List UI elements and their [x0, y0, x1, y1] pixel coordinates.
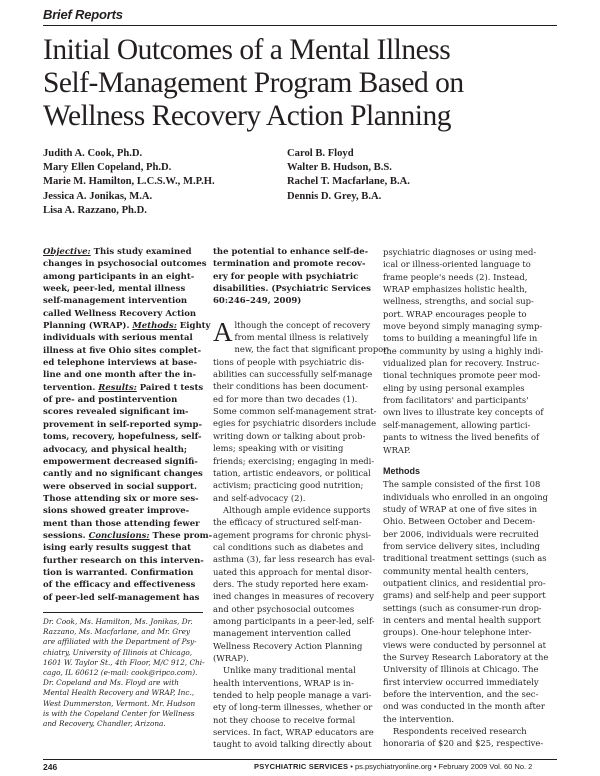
body-line: tended to help people manage a vari-: [213, 690, 372, 701]
body-line: WRAP.: [383, 444, 411, 455]
body-line: ed for more than two decades (1).: [213, 393, 358, 404]
body-line: toms to building a meaningful life in: [383, 333, 538, 344]
abstract-column: [43, 246, 213, 604]
abstract-line: 60:246–249, 2009): [213, 296, 302, 307]
author-list-right: [287, 147, 410, 204]
abstract-line: disabilities. (Psychiatric Services: [213, 284, 371, 295]
body-line: views were conducted by personnel at: [383, 639, 547, 650]
paragraph-3: [213, 664, 373, 750]
body-line: among participants in a peer-led, self-: [213, 615, 375, 626]
body-line: groups). One-hour telephone inter-: [383, 627, 532, 638]
body-line: agement programs for chronic physi-: [213, 529, 371, 540]
affiliation-line: Mental Health Recovery and WRAP, Inc.,: [43, 688, 195, 698]
abstract-line: tion is warranted. Confirmation: [43, 567, 194, 578]
affiliation-line: Razzano, Ms. Macfarlane, and Mr. Grey: [43, 627, 191, 637]
abstract-line: individuals with serious mental: [43, 333, 193, 344]
body-line: services. In fact, WRAP educators are: [213, 727, 374, 738]
paragraph-6: [383, 725, 555, 750]
title-line: Wellness Recovery Action Planning: [43, 100, 451, 132]
body-line: abilities can successfully self-manage: [213, 369, 373, 380]
affiliation-line: is with the Copeland Center for Wellness: [43, 708, 195, 718]
body-line: activism; practicing good nutrition;: [213, 480, 364, 491]
body-line: the Survey Research Laboratory at the: [383, 652, 549, 662]
affiliation-line: West Dummerston, Vermont. Mr. Hudson: [43, 698, 196, 708]
body-line: ical or illness-oriented language to: [383, 259, 531, 270]
author-name: Carol B. Floyd: [287, 148, 354, 159]
abstract-line: ising early results suggest that: [43, 543, 192, 554]
body-line: not they choose to receive formal: [213, 714, 356, 725]
author-name: Walter B. Hudson, B.S.: [287, 162, 392, 174]
running-footer: [254, 762, 532, 771]
methods-heading: Methods: [383, 465, 420, 476]
body-line: frame people's needs (2). Instead,: [383, 271, 528, 282]
paragraph-2: [213, 504, 373, 664]
body-line: study of WRAP at one of five sites in: [383, 503, 538, 514]
abstract-line: ery for people with psychiatric: [213, 271, 359, 282]
body-line: University of Illinois at Chicago. The: [383, 664, 539, 675]
section-label: Brief Reports: [43, 7, 123, 22]
body-line: and self-advocacy (2).: [213, 492, 306, 503]
body-line: pants to witness the lived benefits of: [383, 432, 540, 443]
abstract-line: illness at five Ohio sites complet-: [43, 345, 202, 356]
abstract-line: self-management intervention: [43, 296, 188, 307]
body-line: Although ample evidence supports: [223, 504, 371, 515]
abstract-line: tervention. Results: Paired t tests: [43, 382, 204, 393]
body-line: uated this approach for mental disor-: [213, 566, 372, 577]
body-line: ond was conducted in the month after: [383, 701, 545, 712]
body-line: self-management, allowing partici-: [383, 419, 531, 430]
author-name: Marie M. Hamilton, L.C.S.W., M.P.H.: [43, 176, 215, 188]
author-name: Jessica A. Jonikas, M.A.: [43, 190, 153, 202]
body-line: the community by using a highly indi-: [383, 345, 544, 356]
body-line: in centers and mental health support: [383, 614, 541, 625]
body-line: and other psychosocial outcomes: [213, 603, 355, 614]
affiliation-line: Dr. Cook, Ms. Hamilton, Ms. Jonikas, Dr.: [43, 617, 193, 626]
title-line: Initial Outcomes of a Mental Illness: [43, 34, 451, 66]
issue-info: February 2009 Vol. 60 No. 2: [438, 762, 533, 771]
body-line: health interventions, WRAP is in-: [213, 677, 354, 688]
body-line: ders. The study reported here exam-: [213, 578, 369, 589]
abstract-line: sions showed greater improve-: [43, 506, 190, 517]
body-line: the efficacy of structured self-man-: [213, 517, 362, 528]
body-line: WRAP emphasizes holistic health,: [383, 284, 528, 295]
body-line: lems; speaking with or visiting: [213, 443, 344, 454]
body-line: taught to avoid talking directly about: [213, 739, 372, 750]
methods-paragraph: [383, 478, 555, 725]
body-line: ber 2006, individuals were recruited: [383, 528, 539, 539]
body-column-3: [383, 246, 555, 750]
abstract-line: advocacy, and physical health;: [43, 444, 188, 455]
body-line: (WRAP).: [213, 653, 249, 663]
page-number: 246: [43, 762, 58, 772]
body-line: grams) and self-help and peer support: [383, 590, 546, 601]
abstract-line: line and one month after the in-: [43, 370, 197, 381]
body-line: new, the fact that significant propor-: [234, 344, 391, 355]
conclusions-label: Conclusions:: [88, 530, 150, 541]
journal-website: ps.psychiatryonline.org: [355, 762, 432, 771]
body-line: Ohio. Between October and Decem-: [383, 516, 536, 527]
abstract-line: Objective: This study examined: [43, 247, 192, 257]
affiliation-line: Dr. Copeland and Ms. Floyd are with: [43, 678, 180, 688]
abstract-line: week, peer-led, mental illness: [43, 284, 186, 295]
abstract-line: sessions. Conclusions: These prom-: [43, 530, 213, 541]
body-line: Wellness Recovery Action Planning: [213, 640, 363, 651]
bottom-rule: [43, 759, 557, 760]
abstract-line: changes in psychosocial outcomes: [43, 259, 207, 270]
body-line: from facilitators' and participants': [383, 395, 529, 406]
author-name: Lisa A. Razzano, Ph.D.: [43, 204, 147, 216]
body-line: the intervention.: [383, 713, 454, 724]
body-line: The sample consisted of the first 108: [383, 479, 541, 490]
body-line: settings (such as consumer-run drop-: [383, 602, 542, 613]
abstract-line: Those attending six or more ses-: [43, 493, 199, 504]
body-line: honoraria of $20 and $25, respective-: [383, 738, 544, 749]
body-line: Some common self-management strat-: [213, 406, 377, 417]
top-rule: [43, 25, 557, 26]
body-line: first interview occurred immediately: [383, 676, 539, 687]
drop-cap: A: [213, 316, 233, 347]
body-line: lthough the concept of recovery: [234, 319, 371, 330]
body-line: egies for psychiatric disorders include: [213, 418, 377, 429]
body-line: their conditions has been document-: [213, 381, 369, 392]
body-line: writing down or talking about prob-: [213, 430, 366, 441]
body-line: eling by using personal examples: [383, 382, 525, 393]
abstract-line: among participants in an eight-: [43, 271, 195, 282]
abstract-line: ed telephone interviews at base-: [43, 358, 198, 369]
body-line: tions of people with psychiatric dis-: [213, 356, 365, 367]
paragraph-4: [383, 246, 555, 456]
abstract-line: provement in self-reported symp-: [43, 419, 202, 430]
author-name: Dennis D. Grey, B.A.: [287, 190, 382, 202]
body-line: ety of long-term illnesses, whether or: [213, 702, 373, 713]
abstract-line: toms, recovery, hopefulness, self-: [43, 432, 202, 443]
body-line: vidualized plan for recovery. Instruc-: [383, 358, 540, 369]
methods-label: Methods:: [132, 321, 177, 332]
affiliation-line: are affiliated with the Department of Psy-: [43, 637, 197, 647]
body-line: port. WRAP encourages people to: [383, 308, 527, 319]
body-line: ined changes in measures of recovery: [213, 591, 374, 602]
body-line: from mental illness is relatively: [234, 332, 369, 343]
affiliation-line: 1601 W. Taylor St., 4th Floor, M/C 912, Chi-: [43, 657, 205, 667]
abstract-line: further research on this interven-: [43, 555, 204, 566]
author-name: Rachel T. Macfarlane, B.A.: [287, 176, 410, 188]
body-line: tation, artistic endeavors, or political: [213, 467, 371, 478]
body-column-2: [213, 246, 391, 751]
body-line: psychiatric diagnoses or using med-: [383, 247, 537, 257]
abstract-line: empowerment decreased signifi-: [43, 456, 198, 467]
abstract-line: ment than those attending fewer: [43, 518, 200, 529]
body-line: community mental health centers,: [383, 565, 529, 576]
body-line: Unlike many traditional mental: [223, 665, 356, 676]
abstract-line: of peer-led self-management has: [43, 592, 200, 603]
abstract-line: the potential to enhance self-de-: [213, 247, 369, 257]
journal-name: PSYCHIATRIC SERVICES: [254, 762, 349, 771]
body-line: individuals who enrolled in an ongoing: [383, 491, 548, 502]
body-line: cal conditions such as diabetes and: [213, 541, 364, 552]
abstract-line: termination and promote recov-: [213, 259, 366, 270]
body-line: Respondents received research: [393, 726, 527, 737]
body-line: wellness, strengths, and social sup-: [383, 296, 534, 307]
article-title: [43, 34, 583, 133]
abstract-continued: [213, 246, 373, 308]
affiliation-line: and Recovery, Chandler, Arizona.: [43, 719, 166, 729]
abstract-line: were observed in social support.: [43, 481, 197, 492]
body-line: outpatient clinics, and residential pro-: [383, 577, 546, 588]
intro-paragraph: [213, 316, 391, 504]
body-line: friends; exercising; engaging in medi-: [213, 455, 375, 466]
abstract-line: of the efficacy and effectiveness: [43, 580, 196, 591]
abstract-line: of pre- and postintervention: [43, 395, 178, 406]
abstract-line: cantly and no significant changes: [43, 469, 203, 480]
body-line: from service delivery sites, including: [383, 540, 541, 551]
body-line: management intervention called: [213, 628, 351, 639]
body-line: traditional treatment settings (such as: [383, 553, 547, 564]
body-line: asthma (3), far less research has eval-: [213, 554, 375, 565]
footer-separator: •: [350, 762, 353, 771]
author-name: Judith A. Cook, Ph.D.: [43, 148, 143, 159]
abstract-line: called Wellness Recovery Action: [43, 308, 197, 319]
author-affiliations: [43, 617, 203, 729]
body-line: tional techniques promote peer mod-: [383, 370, 541, 381]
body-line: own lives to illustrate key concepts of: [383, 407, 544, 418]
author-name: Mary Ellen Copeland, Ph.D.: [43, 162, 172, 174]
objective-label: Objective:: [43, 247, 91, 257]
author-list-left: [43, 147, 215, 218]
abstract-line: Planning (WRAP). Methods: Eighty: [43, 321, 211, 332]
affiliation-line: chiatry, University of Illinois at Chicago,: [43, 647, 193, 657]
body-line: before the intervention, and the sec-: [383, 689, 539, 700]
results-label: Results:: [98, 382, 137, 393]
abstract-line: scores revealed significant im-: [43, 407, 189, 418]
title-line: Self-Management Program Based on: [43, 67, 464, 99]
affiliation-line: cago, IL 60612 (e-mail: cook@ripco.com).: [43, 668, 198, 678]
body-line: move beyond simply managing symp-: [383, 321, 543, 332]
affiliation-rule: [43, 612, 203, 613]
footer-separator: •: [433, 762, 437, 771]
